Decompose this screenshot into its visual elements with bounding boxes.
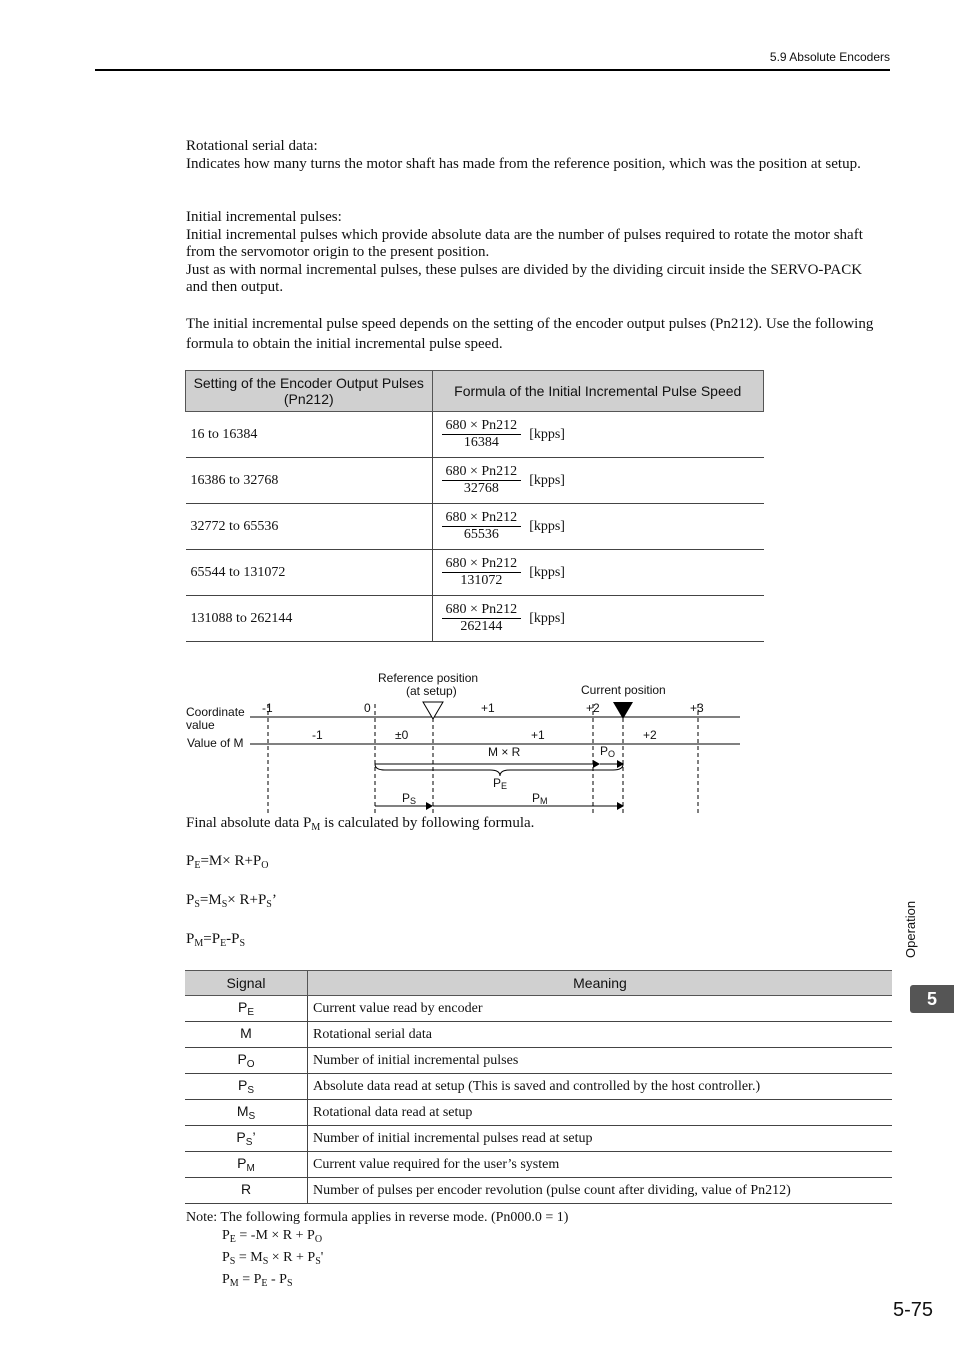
setting-cell: 16386 to 32768	[186, 458, 433, 504]
po-label: PO	[600, 744, 616, 759]
initial-body-1: Initial incremental pulses which provide absolute data are the number of pulses required to rotate the motor shaft from the servomotor origin to the present position.	[186, 226, 863, 260]
formula-fraction	[442, 510, 522, 543]
table-row	[185, 1100, 892, 1126]
pe-label: PE	[493, 776, 508, 791]
fraction-denominator: 16384	[463, 435, 499, 450]
signal-cell: $P_E$	[185, 996, 308, 1022]
meaning-cell: Rotational data read at setup	[308, 1100, 893, 1126]
coord-tick-label: -1	[262, 701, 273, 715]
formula-cell	[432, 596, 764, 642]
signal-cell: $P_O$	[185, 1048, 308, 1074]
coord-label-2: value	[186, 718, 215, 732]
reference-label-1: Reference position	[378, 671, 479, 685]
formula-fraction	[442, 556, 522, 589]
section-header: 5.9 Absolute Encoders	[769, 50, 890, 64]
table-row	[186, 412, 764, 458]
ps-label: PS	[402, 791, 417, 806]
note-intro: Note: The following formula applies in reverse mode. (Pn000.0 = 1)	[186, 1210, 569, 1225]
chapter-side-label: Operation	[903, 900, 918, 958]
rotational-section	[186, 138, 886, 173]
m-label: Value of M	[187, 736, 244, 750]
m-value-label: -1	[312, 728, 323, 742]
page-number: 5-75	[893, 1299, 934, 1321]
signal-cell: M	[185, 1022, 308, 1048]
table-row	[186, 504, 764, 550]
signal-cell: $P_S$	[185, 1074, 308, 1100]
speed-table-header-setting: Setting of the Encoder Output Pulses (Pn212)	[186, 371, 433, 412]
formula-fraction	[442, 464, 522, 497]
table-row	[185, 1048, 892, 1074]
fraction-numerator: 680 × Pn212	[442, 464, 522, 481]
setting-cell: 65544 to 131072	[186, 550, 433, 596]
unit-label: [kpps]	[529, 426, 565, 442]
coord-label-1: Coordinate	[186, 705, 245, 719]
initial-title: Initial incremental pulses:	[186, 209, 342, 225]
fraction-numerator: 680 × Pn212	[442, 556, 522, 573]
meaning-cell: Number of initial incremental pulses	[308, 1048, 893, 1074]
speed-table	[185, 370, 764, 642]
mxr-label: M × R	[488, 745, 521, 759]
pe-brace	[375, 764, 623, 776]
formula-fraction	[442, 602, 522, 635]
formula-pm: $P_M=P_E-P_S$	[186, 931, 246, 949]
formula-cell	[432, 550, 764, 596]
signal-cell: $P_S$’	[185, 1126, 308, 1152]
table-row	[186, 596, 764, 642]
coord-tick-label: +3	[690, 701, 704, 715]
coord-tick-label: +1	[481, 701, 495, 715]
formula-fraction	[442, 418, 522, 451]
table-row	[185, 1126, 892, 1152]
formula-ps: $P_S=M_S\times R+P_S$’	[186, 892, 277, 910]
m-value-label: ±0	[395, 728, 409, 742]
position-diagram	[180, 660, 760, 820]
fraction-numerator: 680 × Pn212	[442, 510, 522, 527]
table-row	[185, 1152, 892, 1178]
table-row	[186, 458, 764, 504]
signal-table	[185, 970, 892, 1204]
signal-table-header-signal: Signal	[185, 971, 308, 996]
fraction-numerator: 680 × Pn212	[442, 418, 522, 435]
initial-section	[186, 209, 886, 297]
setting-cell: 131088 to 262144	[186, 596, 433, 642]
unit-label: [kpps]	[529, 564, 565, 580]
meaning-cell: Current value read by encoder	[308, 996, 893, 1022]
note-formula-pe: $P_E = -M \times R + P_O$	[222, 1228, 323, 1245]
coord-tick-label: 0	[364, 701, 371, 715]
table-row	[185, 1022, 892, 1048]
fraction-denominator: 262144	[460, 619, 503, 634]
unit-label: [kpps]	[529, 518, 565, 534]
fraction-denominator: 32768	[463, 481, 499, 496]
current-position-marker-icon	[613, 702, 633, 719]
m-value-label: +2	[643, 728, 657, 742]
reverse-mode-note	[186, 1209, 568, 1293]
fraction-numerator: 680 × Pn212	[442, 602, 522, 619]
current-label: Current position	[581, 683, 666, 697]
header-rule	[95, 69, 890, 71]
m-value-label: +1	[531, 728, 545, 742]
chapter-tab: 5	[910, 985, 954, 1013]
mxr-arrowhead-icon	[593, 760, 600, 768]
formula-cell	[432, 412, 764, 458]
signal-cell: $M_S$	[185, 1100, 308, 1126]
formula-pe: $P_E=M\times R+P_O$	[186, 853, 269, 871]
initial-body-2: Just as with normal incremental pulses, these pulses are divided by the dividing circuit inside the SERVO-PACK and then output.	[186, 261, 863, 295]
final-data-text: Final absolute data $P_M$ is calculated by following formula.	[186, 815, 535, 833]
reference-label-2: (at setup)	[406, 684, 457, 698]
fraction-denominator: 131072	[460, 573, 503, 588]
formula-cell	[432, 458, 764, 504]
reference-position-marker-icon	[423, 702, 443, 719]
fraction-denominator: 65536	[463, 527, 499, 542]
signal-cell: R	[185, 1178, 308, 1204]
table-row	[186, 550, 764, 596]
meaning-cell: Absolute data read at setup (This is saved and controlled by the host controller.)	[308, 1074, 893, 1100]
formula-cell	[432, 504, 764, 550]
signal-cell: $P_M$	[185, 1152, 308, 1178]
rotational-title: Rotational serial data:	[186, 138, 318, 154]
setting-cell: 32772 to 65536	[186, 504, 433, 550]
note-formula-pm: $P_M = P_E - P_S$	[222, 1272, 293, 1289]
table-row	[185, 996, 892, 1022]
note-formula-ps: $P_S = M_S \times R + P_S'$	[222, 1250, 324, 1267]
meaning-cell: Current value required for the user’s system	[308, 1152, 893, 1178]
speed-table-header-formula: Formula of the Initial Incremental Pulse Speed	[432, 371, 764, 412]
pm-label: PM	[532, 791, 548, 806]
signal-table-header-meaning: Meaning	[308, 971, 893, 996]
ps-arrowhead-icon	[426, 802, 433, 810]
unit-label: [kpps]	[529, 472, 565, 488]
meaning-cell: Number of initial incremental pulses read at setup	[308, 1126, 893, 1152]
table-row	[185, 1178, 892, 1204]
meaning-cell: Number of pulses per encoder revolution (pulse count after dividing, value of Pn212)	[308, 1178, 893, 1204]
setting-cell: 16 to 16384	[186, 412, 433, 458]
rotational-body: Indicates how many turns the motor shaft has made from the reference position, which was the position at setup.	[186, 155, 861, 172]
coord-tick-label: +2	[586, 701, 600, 715]
speed-intro: The initial incremental pulse speed depends on the setting of the encoder output pulses (Pn212). Use the following formula to obtain the initial incremental pulse speed.	[186, 316, 874, 352]
meaning-cell: Rotational serial data	[308, 1022, 893, 1048]
unit-label: [kpps]	[529, 610, 565, 626]
table-row	[185, 1074, 892, 1100]
